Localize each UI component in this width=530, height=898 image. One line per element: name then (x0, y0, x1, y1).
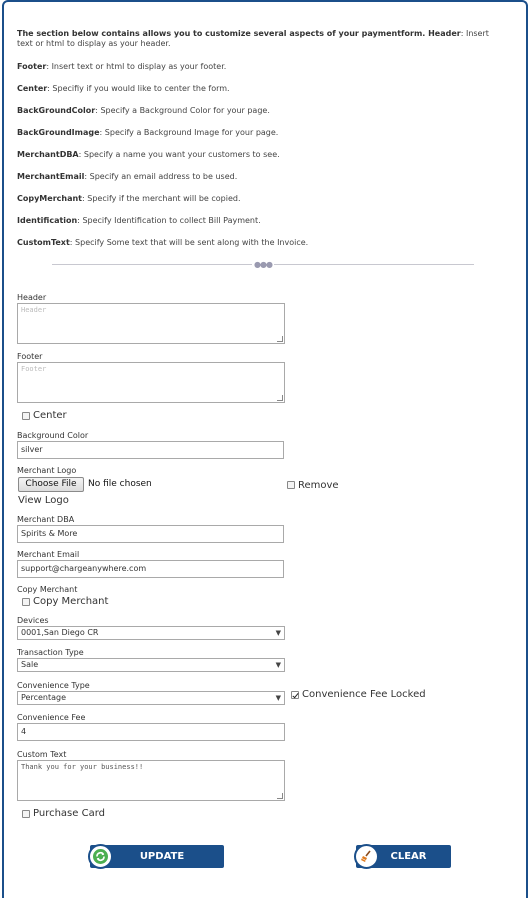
conv-fee-input[interactable]: 4 (17, 723, 285, 741)
custom-text-label: Custom Text (17, 750, 67, 759)
info-desc: : Specify a Background Color for your page. (95, 106, 270, 115)
info-item-bgcolor (17, 106, 507, 116)
info-term: Center (17, 84, 48, 93)
info-desc: : Specify Some text that will be sent along with the Invoice. (69, 238, 309, 247)
info-desc: : Specify a Background Image for your page. (99, 128, 279, 137)
info-term: CopyMerchant (17, 194, 82, 203)
clear-button-label: CLEAR (390, 851, 427, 862)
logo-label: Merchant Logo (17, 466, 77, 475)
email-input[interactable]: support@chargeanywhere.com (17, 560, 284, 578)
info-desc: : Specify a name you want your customers to see. (78, 150, 280, 159)
info-item-center (17, 84, 507, 94)
custom-text-value: Thank you for your business!! (21, 763, 144, 771)
info-item-footer (17, 62, 507, 72)
footer-label: Footer (17, 352, 43, 361)
info-term: MerchantEmail (17, 172, 85, 181)
info-item-identification (17, 216, 507, 226)
dba-input[interactable]: Spirits & More (17, 525, 284, 543)
divider-ornament: ●●● (252, 260, 274, 269)
dropdown-arrow-icon: ▼ (275, 694, 281, 702)
conv-type-select[interactable] (17, 691, 285, 705)
resize-handle[interactable] (277, 793, 283, 799)
remove-logo-checkbox[interactable] (287, 481, 295, 489)
intro-text (17, 29, 507, 49)
resize-handle[interactable] (277, 395, 283, 401)
footer-textarea[interactable] (17, 362, 285, 403)
purchase-card-label: Purchase Card (33, 808, 105, 819)
devices-label: Devices (17, 616, 49, 625)
txn-type-select[interactable] (17, 658, 285, 672)
intro-bold: The section below contains allows you to customize several aspects of your paymentform. Header (17, 29, 461, 38)
clear-button[interactable] (356, 845, 451, 868)
conv-type-label: Convenience Type (17, 681, 90, 690)
header-placeholder: Header (21, 306, 47, 314)
choose-file-button[interactable]: Choose File (18, 477, 84, 492)
copy-merchant-label: Copy Merchant (17, 585, 78, 594)
info-term: BackGroundImage (17, 128, 100, 137)
dropdown-arrow-icon: ▼ (275, 629, 281, 637)
info-term: BackGroundColor (17, 106, 96, 115)
conv-fee-locked-checkbox[interactable] (291, 691, 299, 699)
view-logo-link[interactable]: View Logo (18, 495, 69, 506)
copy-merchant-checkbox[interactable] (22, 598, 30, 606)
info-item-customtext (17, 238, 507, 248)
email-label: Merchant Email (17, 550, 80, 559)
info-term: MerchantDBA (17, 150, 79, 159)
header-label: Header (17, 293, 47, 302)
txn-type-selected: Sale (21, 660, 39, 669)
dba-label: Merchant DBA (17, 515, 75, 524)
dropdown-arrow-icon: ▼ (275, 661, 281, 669)
copy-merchant-checkbox-label: Copy Merchant (33, 596, 109, 607)
custom-text-textarea[interactable] (17, 760, 285, 801)
intro-rest: : Insert text or html to display as your header. (17, 29, 489, 48)
conv-fee-label: Convenience Fee (17, 713, 86, 722)
info-desc: : Insert text or html to display as your footer. (46, 62, 227, 71)
info-desc: : Specifiy if you would like to center the form. (47, 84, 230, 93)
bgcolor-input[interactable]: silver (17, 441, 284, 459)
center-checkbox-label: Center (33, 410, 67, 421)
info-term: Footer (17, 62, 47, 71)
info-item-copy (17, 194, 507, 204)
info-item-bgimage (17, 128, 507, 138)
info-term: CustomText (17, 238, 70, 247)
info-item-dba (17, 150, 507, 160)
resize-handle[interactable] (277, 336, 283, 342)
no-file-text: No file chosen (88, 479, 152, 489)
info-term: Identification (17, 216, 78, 225)
txn-type-label: Transaction Type (17, 648, 84, 657)
remove-logo-label: Remove (298, 480, 339, 491)
conv-fee-locked-label: Convenience Fee Locked (302, 689, 426, 700)
devices-select[interactable] (17, 626, 285, 640)
info-desc: : Specify if the merchant will be copied. (82, 194, 241, 203)
devices-selected: 0001,San Diego CR (21, 628, 99, 637)
purchase-card-checkbox[interactable] (22, 810, 30, 818)
bgcolor-label: Background Color (17, 431, 89, 440)
header-textarea[interactable] (17, 303, 285, 344)
info-item-email (17, 172, 507, 182)
conv-type-selected: Percentage (21, 693, 67, 702)
info-desc: : Specify an email address to be used. (84, 172, 238, 181)
center-checkbox[interactable] (22, 412, 30, 420)
update-button[interactable] (90, 845, 224, 868)
update-button-label: UPDATE (139, 851, 185, 862)
info-desc: : Specify Identification to collect Bill Payment. (77, 216, 261, 225)
footer-placeholder: Footer (21, 365, 47, 373)
